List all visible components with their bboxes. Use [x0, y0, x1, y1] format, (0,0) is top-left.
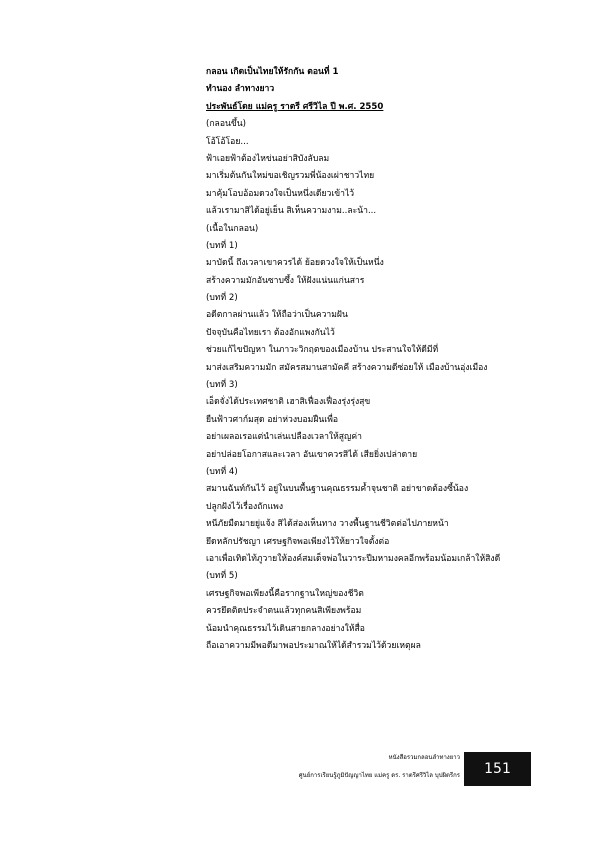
- poem-line: เศรษฐกิจพอเพียงนี้คือรากฐานใหญ่ของชีวิต: [206, 588, 364, 599]
- poem-style: ทำนอง ลำทางยาว: [206, 84, 275, 95]
- poem-line: เอ็ดจั่งได้ประเทศชาติ เฮาสิเฟื่องเฟื่องรุ่งรุ่งสุข: [206, 397, 371, 408]
- poem-line: อย่าเผลอเรอแต่นำเล่นเปลืองเวลาให้สูญค่า: [206, 432, 362, 443]
- poem-body: [206, 116, 536, 655]
- page-number-box: [464, 752, 531, 786]
- poem-line: ช่วยแก้ไขปัญหา ในภาวะวิกฤตของเมืองบ้าน ประสานใจให้ดีมีที่: [206, 345, 439, 356]
- poem-line: หนีภัยมืดมายยู่แจ้ง สิได้ส่องเห็นทาง วางพื้นฐานชีวิตต่อไปภายหน้า: [206, 519, 449, 530]
- poem-line: โอ้โอ้โอย...: [206, 136, 249, 147]
- poem-line: แล้วเรามาสิได้อยู่เย็น สิเห็นความงาม..ละน้า...: [206, 206, 377, 217]
- poem-line: ยึดหลักปรัชญา เศรษฐกิจพอเพียงไว้ให้ยาวใจตั้งต่อ: [206, 536, 390, 547]
- page-number: 151: [484, 761, 511, 777]
- poem-line: อดีตกาลผ่านแล้ว ให้ถือว่าเป็นความฝัน: [206, 310, 348, 321]
- footer-publisher: ศูนย์การเรียนรู้ภูมิปัญญาไทย แม่ครู ดร. ราตรีศรีวิไล บุปผิตรีกร: [298, 772, 460, 779]
- poem-line: (บทที่ 3): [206, 380, 238, 391]
- poem-content: [206, 64, 536, 655]
- poem-line: มาส่งเสริมความมัก สมัครสมานสามัคคี สร้างความดีซ่อยให้ เมืองบ้านอุ่งเมือง: [206, 362, 488, 373]
- poem-line: (บทที่ 5): [206, 571, 238, 582]
- poem-line: ปลูกฝังไว้เรื่องถักแพง: [206, 501, 284, 512]
- poem-line: สร้างความมักอันซาบซึ้ง ให้ฝังแน่นแก่นสาร: [206, 275, 365, 286]
- poem-line: มาเริ่มต้นกันใหม่ขอเชิญรวมพี่น้องเผ่าชาวไทย: [206, 171, 375, 182]
- poem-line: น้อมนำคุณธรรมไว้เดินสายกลางอย่างให้สื่อ: [206, 623, 365, 634]
- poem-title: กลอน เกิดเป็นไทยให้รักกัน ตอนที่ 1: [206, 67, 339, 77]
- poem-author: ประพันธ์โดย แม่ครู ราตรี ศรีวิไล ปี พ.ศ. 2550: [206, 101, 384, 112]
- poem-line: (บทที่ 2): [206, 293, 238, 304]
- poem-line: สมานฉันท์กันไว้ อยู่ในบนพื้นฐานคุณธรรมค้ำจุนชาติ อย่าขาดต้องซี้น้อง: [206, 484, 469, 495]
- poem-line: (บทที่ 4): [206, 467, 238, 478]
- footer-book-title: หนังสือรวมกลอนลำทางยาว: [388, 754, 460, 761]
- poem-line: ฟ้าเอยฟ้าต้องไหข่นอย่าสิบังลับลม: [206, 153, 330, 164]
- poem-line: ยืนฟ้าวศาก์มสุด อย่าห่วงบอมฝืนเพื่อ: [206, 414, 339, 425]
- poem-line: มาคุ้มโอบอ้อมดวงใจเป็นหนึ่งเดียวเข้าไว้: [206, 188, 355, 199]
- poem-line: มาบัดนี้ ถึงเวลาเขาควรได้ ย้อยดวงใจให้เป็นหนึ่ง: [206, 258, 384, 269]
- poem-line: ควรยึดติดประจำตนแล้วทุกคนสิเพียงพร้อม: [206, 606, 362, 617]
- poem-line: เอาเพื่อเทิดไท้ภูวายให้องค์สมเด็จพ่อในวาระปีมหามงคลอีกพร้อมน้อมเกล้าให้สิงดี: [206, 553, 501, 564]
- poem-line: ถือเอาความมีพอดีมาพอประมาณให้ได้สำรวมไว้ด้วยเหตุผล: [206, 640, 421, 651]
- poem-line: อย่าปล่อยโอกาสและเวลา อันเขาควรสิได้ เสียยิ่งเปล่าดาย: [206, 449, 418, 460]
- poem-line: (เนื้อในกลอน): [206, 223, 259, 234]
- poem-line: ปัจจุบันคือไทยเรา ต้องอักแพงกันไว้: [206, 327, 335, 338]
- poem-line: (กลอนขึ้น): [206, 119, 246, 130]
- poem-line: (บทที่ 1): [206, 240, 238, 251]
